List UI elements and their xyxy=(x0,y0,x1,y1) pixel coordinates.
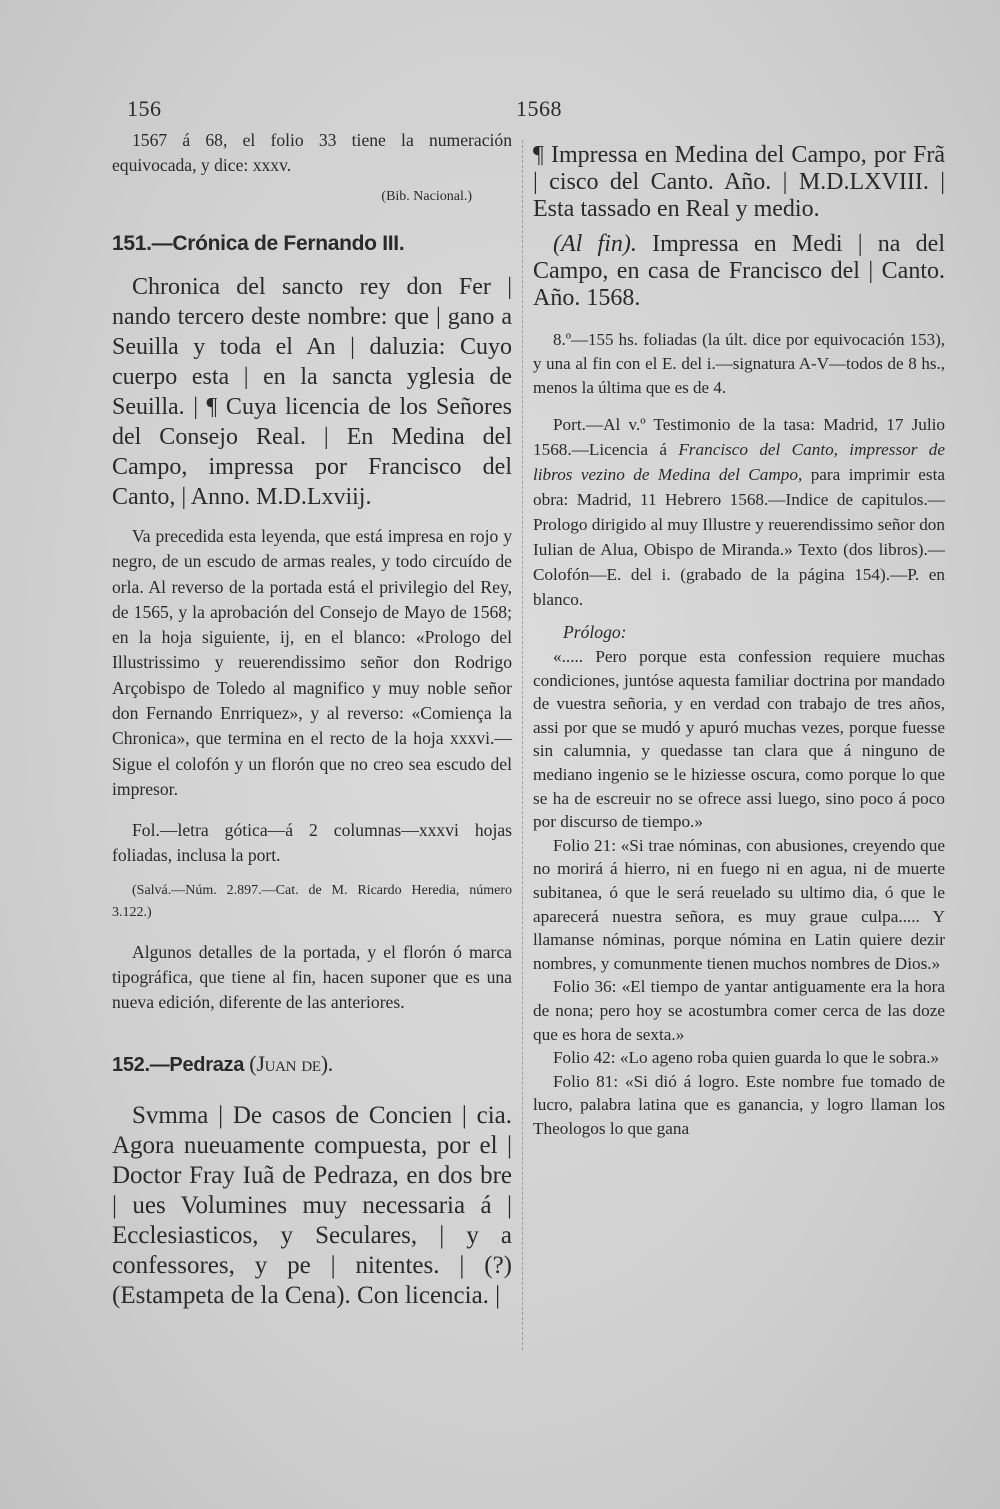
entry-152-format: 8.º—155 hs. foliadas (la últ. dice por equivocación 153), y una al fin con el E. del i.—signatura A-V—todos de 8 hs., menos la última que es de 4. xyxy=(533,330,945,397)
entry-152-contents xyxy=(533,412,945,612)
entry-151-format: Fol.—letra gótica—á 2 columnas—xxxvi hojas foliadas, inclusa la port. xyxy=(112,820,512,866)
folio-21-quote: Folio 21: «Si trae nóminas, con abusiones, creyendo que no morirá á hierro, ni en fuego ni en agua, ni de muerte subitanea, ó que le será reuelado su ultimo dia, ó que le aparecerá nuestra señora, es muy graue culpa..... Y llamanse nóminas, porque nómina en Latin quiere dezir nombres, y comunmente tienen muchos nombres de Dios.» xyxy=(533,835,945,973)
entry-152-colophon xyxy=(533,231,945,312)
entry-152-title: Svmma | De casos de Concien | cia. Agora nueuamente compuesta, por el | Doctor Fray Iuã de Pedraza, en dos bre | ues Volumines muy necessaria á | Ecclesiasticos, y Seculares, | y a confessores, y pe | nitentes. | (?) (Estampeta de la Cena). Con licencia. | xyxy=(112,1102,512,1310)
entry-152-heading xyxy=(112,1051,512,1077)
left-column xyxy=(112,128,512,1311)
column-divider xyxy=(522,140,523,1350)
colophon-text: Impressa en Medi | na del Campo, en casa de Francisco del | Canto. Año. 1568. xyxy=(533,231,945,311)
right-column xyxy=(533,142,945,1140)
folio-81-quote: Folio 81: «Si dió á logro. Este nombre fue tomado de lucro, palabra latina que es ganancia, y logro llaman los Theologos lo que gana xyxy=(533,1071,945,1138)
prologo-label: Prólogo: xyxy=(563,622,627,642)
contents-part-b: para imprimir esta obra: Madrid, 11 Hebrero 1568.—Indice de capitulos.—Prologo dirigido al muy Illustre y reuerendissimo señor don Iulian de Alua, Obispo de Miranda.» Texto (dos libros).—Colofón—E. del i. (grabado de la página 154).—P. en blanco. xyxy=(533,465,945,609)
contents-italic: Francisco del Canto, impressor de libros vezino de Medina del Campo, xyxy=(533,440,945,484)
page-number: 156 xyxy=(127,96,162,121)
entry-152-imprint: ¶ Impressa en Medina del Campo, por Frã | cisco del Canto. Año. | M.D.LXVIII. | Esta tassado en Real y medio. xyxy=(533,142,945,222)
folio-36-quote: Folio 36: «El tiempo de yantar antiguamente era la hora de nona; pero hoy se acostumbra comer cerca de las doze que es hora de sexta.» xyxy=(533,977,945,1044)
entry-151-title: Chronica del sancto rey don Fer | nando tercero deste nombre: que | gano a Seuilla y toda el An | daluzia: Cuyo cuerpo esta | en la sancta yglesia de Seuilla. | ¶ Cuya licencia de los Señores del Consejo Real. | En Medina del Campo, impressa por Francisco del Canto, | Anno. M.D.Lxviij. xyxy=(112,274,512,510)
prologo-text: «..... Pero porque esta confession requiere muchas condiciones, juntóse aquesta familiar doctrina por mandado de vuestra señoria, y en verdad con trabajo de tres años, assi por que se mudó y apuró muchas vezes, porque fuesse sin calumnia, y quedasse tan clara que á ninguno de mediano ingenio se le hiziesse oscura, como porque lo que se ha de escreuir no se ofrece assi luego, sino poco á poco por discurso de tiempo.» xyxy=(533,647,945,832)
running-head-year: 1568 xyxy=(516,96,562,121)
colophon-label: (Al fin). xyxy=(553,231,637,257)
library-source: (Bib. Nacional.) xyxy=(381,189,472,204)
entry-152-heading-main: 152.—Pedraza xyxy=(112,1054,250,1077)
entry-152-author: (Juan de). xyxy=(249,1051,334,1077)
continuation-paragraph: 1567 á 68, el folio 33 tiene la numeración equivocada, y dice: xxxv. xyxy=(112,130,512,175)
entry-151-description: Va precedida esta leyenda, que está impresa en rojo y negro, de un escudo de armas reales, y todo circuído de orla. Al reverso de la portada está el privilegio del Rey, de 1565, y la aprobación del Consejo de Mayo de 1568; en la hoja siguiente, ij, en el blanco: «Prologo del Illustrissimo y reuerendissimo señor don Rodrigo Arçobispo de Toledo al magnifico y muy noble señor don Fernando Enrriquez», y al reverso: «Comiença la Chronica», que termina en el recto de la hoja xxxvi.—Sigue el colofón y un florón que no creo sea escudo del impresor. xyxy=(112,526,512,799)
contents-part-a: Port.—Al v.º Testimonio de la tasa: Madrid, 17 Julio 1568.—Licencia á xyxy=(533,415,945,459)
entry-151-heading: 151.—Crónica de Fernando III. xyxy=(112,232,405,255)
entry-151-note: Algunos detalles de la portada, y el florón ó marca tipográfica, que tiene al fin, hacen suponer que es una nueva edición, diferente de las anteriores. xyxy=(112,942,512,1013)
entry-151-source: (Salvá.—Núm. 2.897.—Cat. de M. Ricardo Heredia, número 3.122.) xyxy=(112,883,512,921)
folio-42-quote: Folio 42: «Lo ageno roba quien guarda lo que le sobra.» xyxy=(553,1048,940,1068)
